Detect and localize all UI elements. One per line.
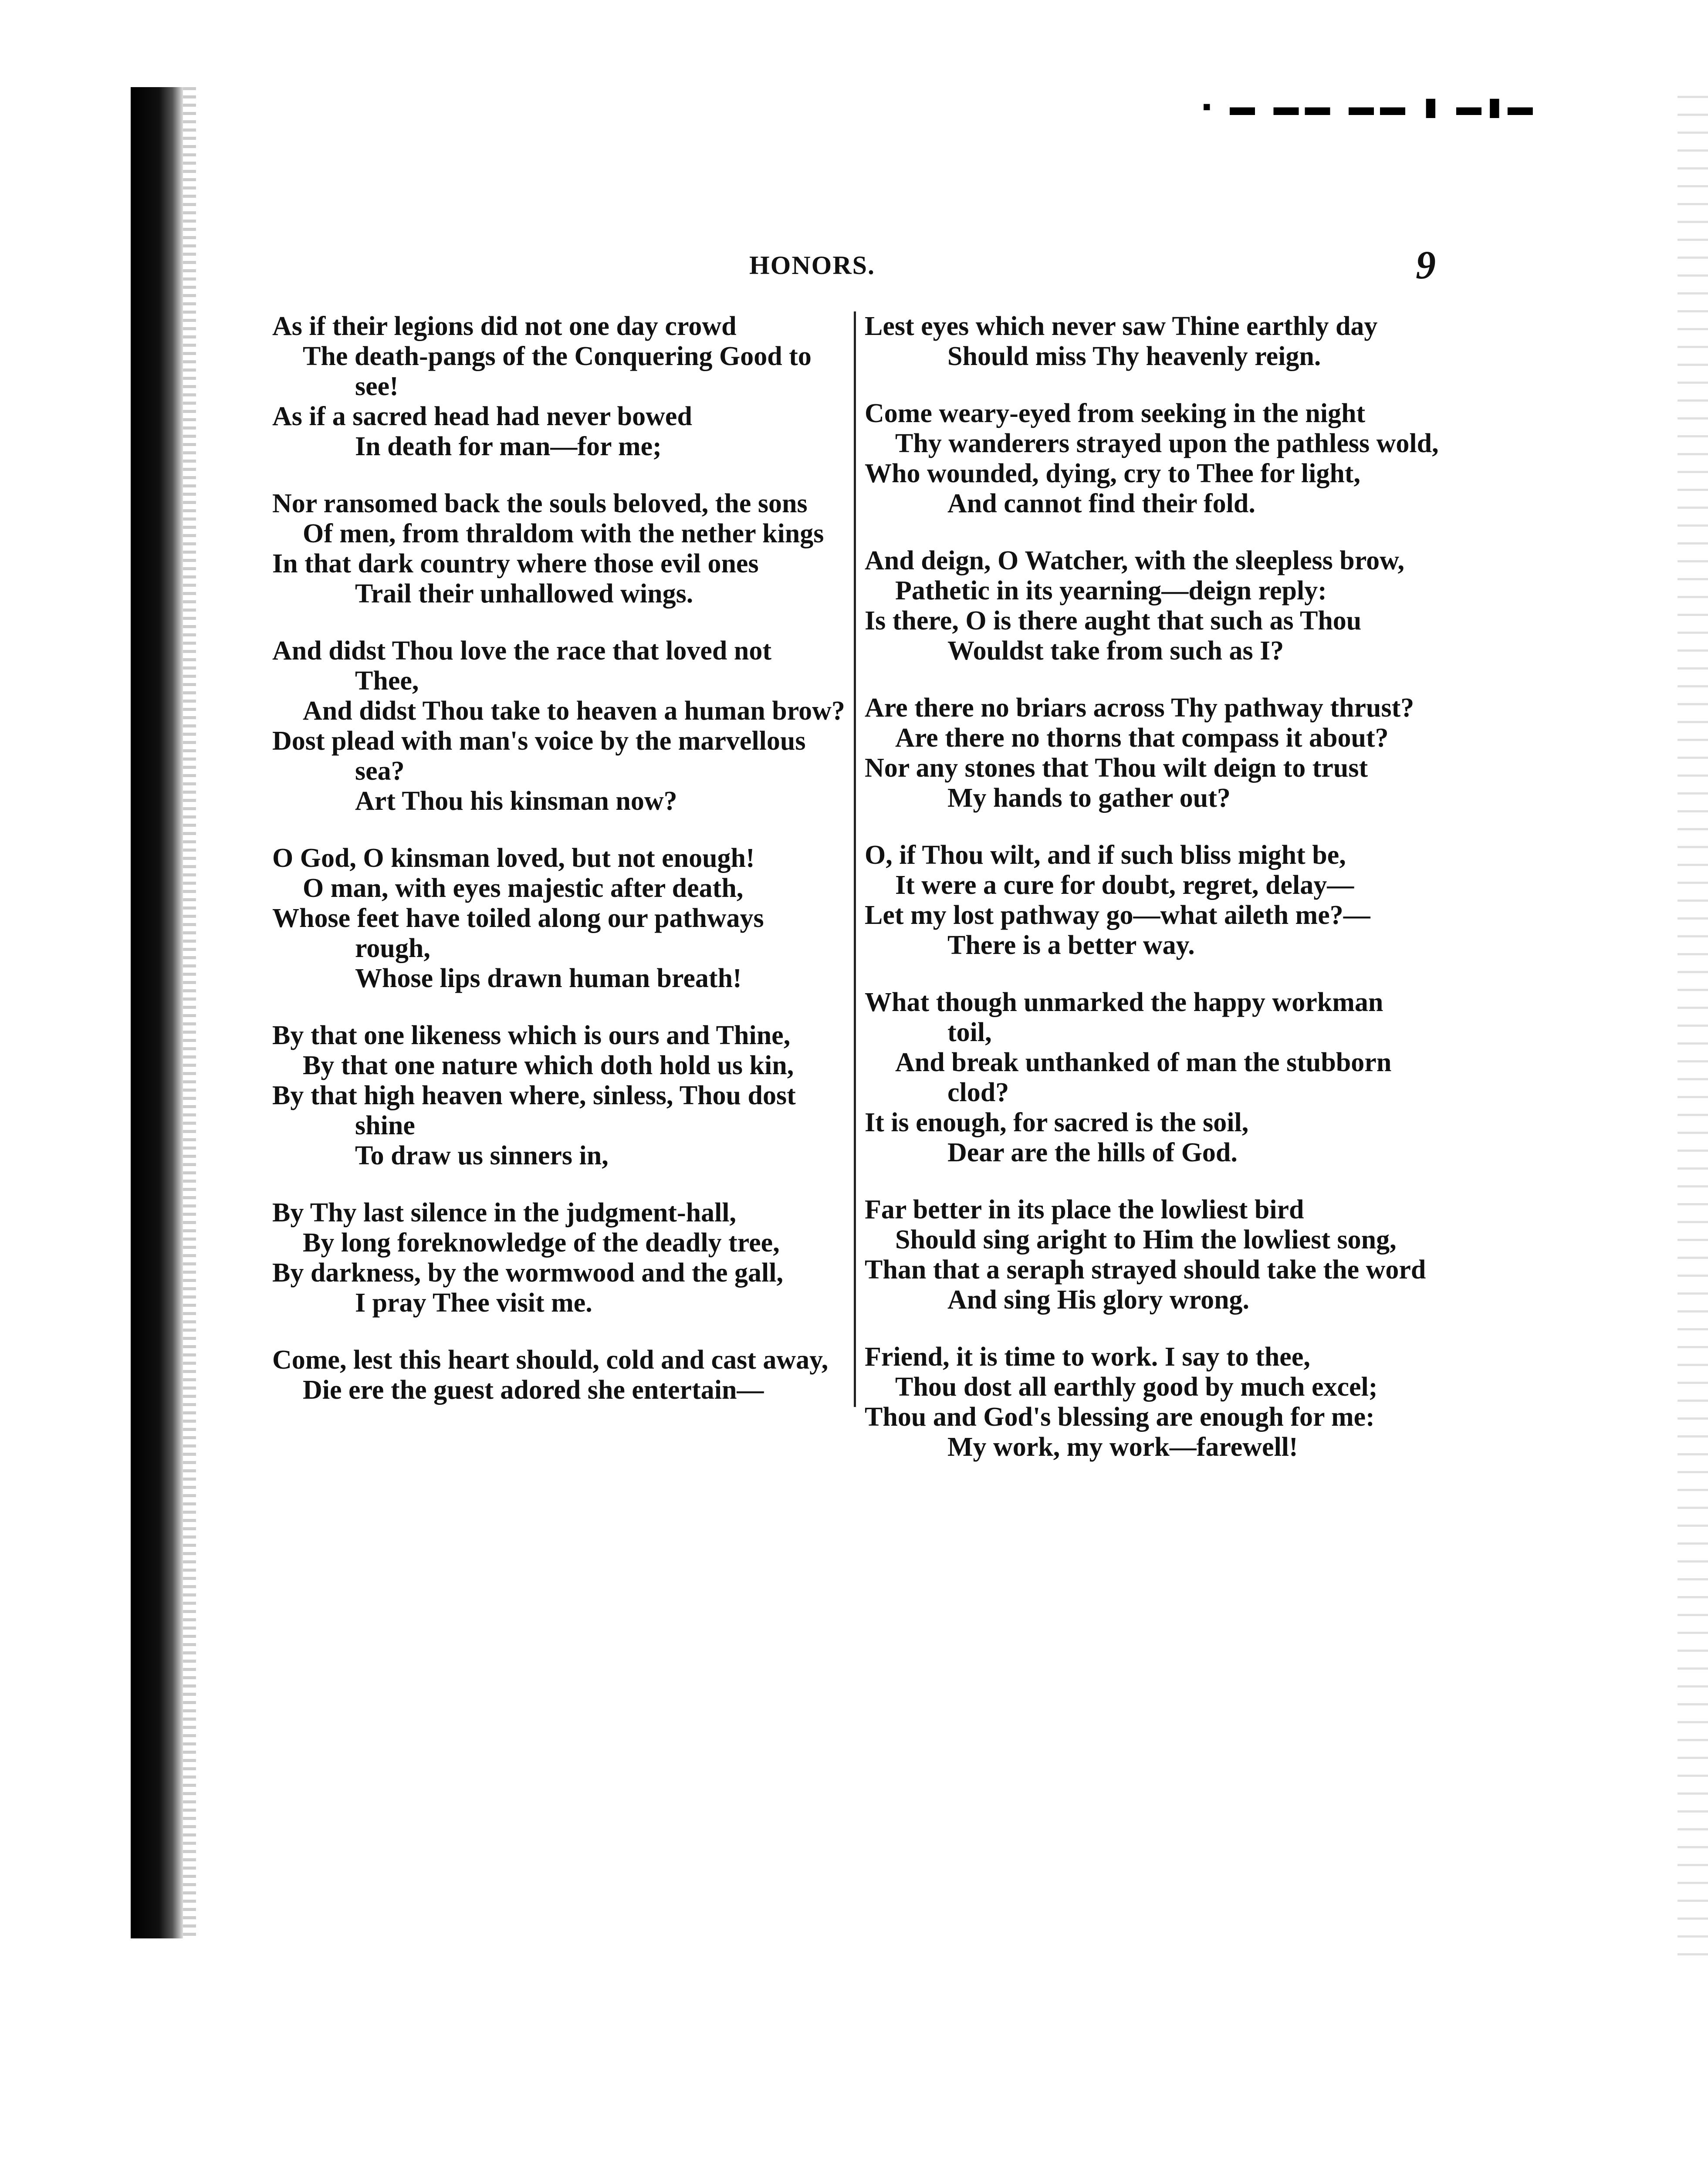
- poem-line: Of men, from thraldom with the nether kings: [303, 519, 824, 548]
- book-spine-shadow: [131, 87, 183, 1938]
- stanza: [272, 843, 839, 994]
- poem-line: It is enough, for sacred is the soil,: [865, 1108, 1249, 1137]
- poem-line: Is there, O is there aught that such as Thou: [865, 606, 1362, 636]
- stanza: [865, 840, 1448, 960]
- poem-line: Are there no thorns that compass it about?: [895, 723, 1389, 753]
- poem-line: rough,: [355, 933, 430, 963]
- poem-line: Whose feet have toiled along our pathways: [272, 903, 764, 933]
- poem-line: toil,: [947, 1018, 992, 1047]
- poem-line: Should sing aright to Him the lowliest song,: [895, 1225, 1397, 1255]
- poem-line: Nor ransomed back the souls beloved, the sons: [272, 489, 808, 518]
- poem-line: Are there no briars across Thy pathway thrust?: [865, 693, 1414, 723]
- poem-line: Should miss Thy heavenly reign.: [947, 342, 1321, 371]
- poem-line: O, if Thou wilt, and if such bliss might be,: [865, 840, 1346, 870]
- poem-line: Far better in its place the lowliest bird: [865, 1195, 1304, 1224]
- poem-line: Thou dost all earthly good by much excel;: [895, 1372, 1378, 1402]
- poem-line: By that high heaven where, sinless, Thou dost: [272, 1081, 796, 1110]
- poem-line: What though unmarked the happy workman: [865, 988, 1383, 1017]
- poem-line: To draw us sinners in,: [355, 1141, 609, 1170]
- stanza: [272, 1198, 839, 1318]
- page-right-edge: [1678, 96, 1708, 1969]
- running-title: HONORS.: [749, 251, 876, 280]
- stanza: [272, 1021, 839, 1171]
- stanza: [865, 1342, 1448, 1462]
- poem-line: Dear are the hills of God.: [947, 1138, 1238, 1167]
- poem-line: Nor any stones that Thou wilt deign to trust: [865, 753, 1368, 783]
- poem-line: In death for man—for me;: [355, 432, 662, 461]
- poem-line: Whose lips drawn human breath!: [355, 964, 742, 993]
- poem-line: Than that a seraph strayed should take the word: [865, 1255, 1426, 1285]
- poem-line: By that one likeness which is ours and Thine,: [272, 1021, 791, 1050]
- poem-line: And sing His glory wrong.: [947, 1285, 1250, 1315]
- poem-line: By darkness, by the wormwood and the gall,: [272, 1258, 783, 1288]
- poem-line: Trail their unhallowed wings.: [355, 579, 693, 609]
- poem-line: Wouldst take from such as I?: [947, 636, 1284, 666]
- stanza: [865, 693, 1448, 813]
- poem-line: In that dark country where those evil ones: [272, 549, 759, 578]
- poem-line: Friend, it is time to work. I say to thee,: [865, 1342, 1310, 1372]
- print-specks: ▪ ▬ ▬▬ ▬▬ ▮ ▬▮▬: [1202, 92, 1539, 121]
- poem-line: It were a cure for doubt, regret, delay—: [895, 870, 1354, 900]
- poem-line: see!: [355, 372, 399, 401]
- poem-line: And cannot find their fold.: [947, 489, 1255, 518]
- stanza: [272, 1345, 839, 1405]
- poem-line: Art Thou his kinsman now?: [355, 786, 677, 816]
- poem-line: Thy wanderers strayed upon the pathless wold,: [895, 429, 1439, 458]
- poem-line: O man, with eyes majestic after death,: [303, 873, 744, 903]
- poem-line: As if a sacred head had never bowed: [272, 402, 692, 431]
- poem-line: Dost plead with man's voice by the marvellous: [272, 726, 806, 756]
- page-number: 9: [1416, 243, 1436, 287]
- column-divider: [854, 311, 856, 1407]
- stanza: [865, 988, 1448, 1168]
- poem-line: And deign, O Watcher, with the sleepless brow,: [865, 546, 1405, 575]
- stanza: [865, 311, 1448, 372]
- poem-line: By long foreknowledge of the deadly tree,: [303, 1228, 780, 1258]
- poem-line: Lest eyes which never saw Thine earthly day: [865, 311, 1378, 341]
- stanza: [272, 489, 839, 609]
- left-poem-column: [272, 311, 845, 1432]
- poem-line: sea?: [355, 756, 405, 786]
- poem-line: As if their legions did not one day crowd: [272, 311, 737, 341]
- poem-line: shine: [355, 1111, 415, 1140]
- stanza: [865, 546, 1448, 666]
- stanza: [272, 311, 839, 462]
- stanza: [272, 636, 845, 816]
- stanza: [865, 399, 1448, 519]
- poem-line: Pathetic in its yearning—deign reply:: [895, 576, 1327, 605]
- poem-line: And didst Thou love the race that loved not: [272, 636, 771, 666]
- poem-line: Who wounded, dying, cry to Thee for light,: [865, 459, 1360, 488]
- poem-line: There is a better way.: [947, 930, 1195, 960]
- poem-line: Come weary-eyed from seeking in the night: [865, 399, 1366, 428]
- poem-line: And break unthanked of man the stubborn: [895, 1048, 1392, 1077]
- poem-line: My hands to gather out?: [947, 783, 1231, 813]
- poem-line: O God, O kinsman loved, but not enough!: [272, 843, 755, 873]
- poem-line: Thou and God's blessing are enough for me:: [865, 1402, 1375, 1432]
- poem-line: And didst Thou take to heaven a human brow?: [303, 696, 845, 726]
- poem-line: clod?: [947, 1078, 1009, 1107]
- poem-line: Die ere the guest adored she entertain—: [303, 1375, 764, 1405]
- poem-line: By Thy last silence in the judgment-hall,: [272, 1198, 737, 1228]
- poem-line: Let my lost pathway go—what aileth me?—: [865, 900, 1370, 930]
- poem-line: I pray Thee visit me.: [355, 1288, 592, 1318]
- right-poem-column: [865, 311, 1448, 1489]
- poem-line: By that one nature which doth hold us kin,: [303, 1051, 794, 1080]
- stanza: [865, 1195, 1448, 1315]
- poem-line: Thee,: [355, 666, 419, 696]
- poem-line: The death-pangs of the Conquering Good to: [303, 342, 812, 371]
- poem-line: My work, my work—farewell!: [947, 1432, 1298, 1462]
- poem-line: Come, lest this heart should, cold and cast away,: [272, 1345, 829, 1375]
